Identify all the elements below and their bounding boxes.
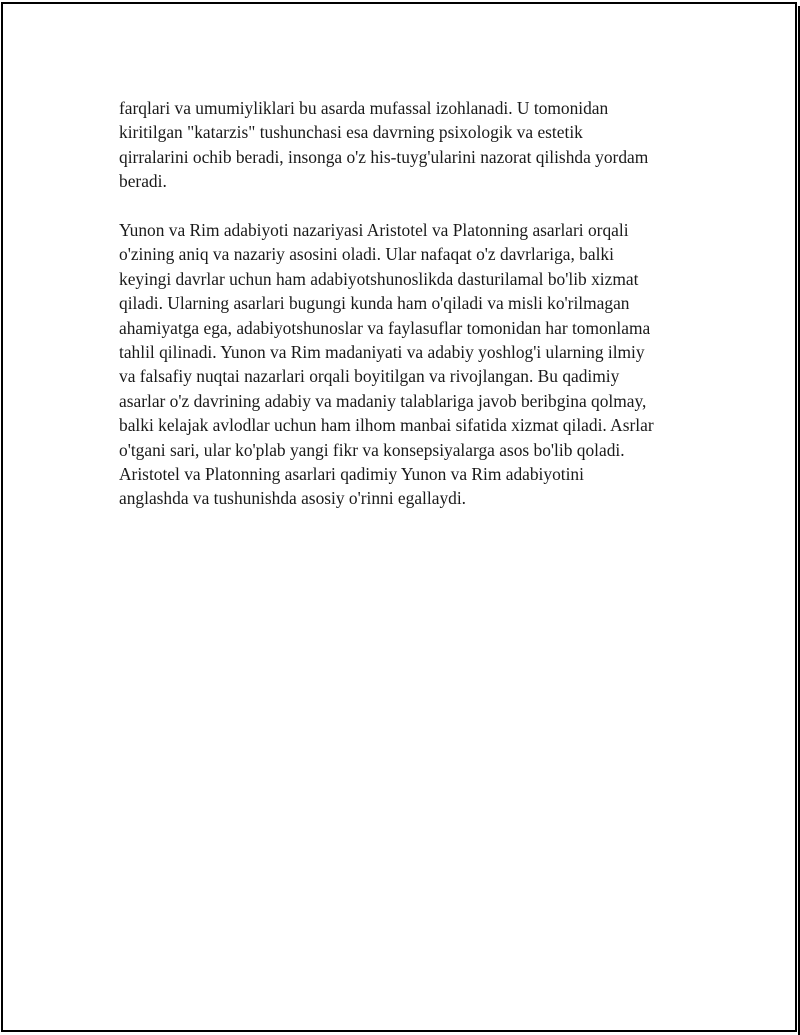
paragraph-2: Yunon va Rim adabiyoti nazariyasi Aristotel va Platonning asarlari orqali o'zining aniq va nazariy asosini oladi. Ular nafaqat o'z davrlariga, balki keyingi davrlar uchun ham adabiyotshunoslikda dasturilamal bo'lib xizmat qiladi. Ularning asarlari bugungi kunda ham o'qiladi va misli ko'rilmagan ahamiyatga ega, adabiyotshunoslar va faylasuflar tomonidan har tomonlama tahlil qilinadi. Yunon va Rim madaniyati va adabiy yoshlog'i ularning ilmiy va falsafiy nuqtai nazarlari orqali boyitilgan va rivojlangan. Bu qadimiy asarlar o'z davrining adabiy va madaniy talablariga javob beribgina qolmay, balki kelajak avlodlar uchun ham ilhom manbai sifatida xizmat qiladi. Asrlar o'tgani sari, ular ko'plab yangi fikr va konsepsiyalarga asos bo'lib qoladi. Aristotel va Platonning asarlari qadimiy Yunon va Rim adabiyotini anglashda va tushunishda asosiy o'rinni egallaydi. [119, 220, 654, 509]
paragraph-1: farqlari va umumiyliklari bu asarda mufassal izohlanadi. U tomonidan kiritilgan "katarzis" tushunchasi esa davrning psixologik va estetik qirralarini ochib beradi, insonga o'z his-tuyg'ularini nazorat qilishda yordam beradi. [119, 98, 649, 192]
document-body [119, 96, 699, 535]
page-frame [1, 2, 797, 1032]
